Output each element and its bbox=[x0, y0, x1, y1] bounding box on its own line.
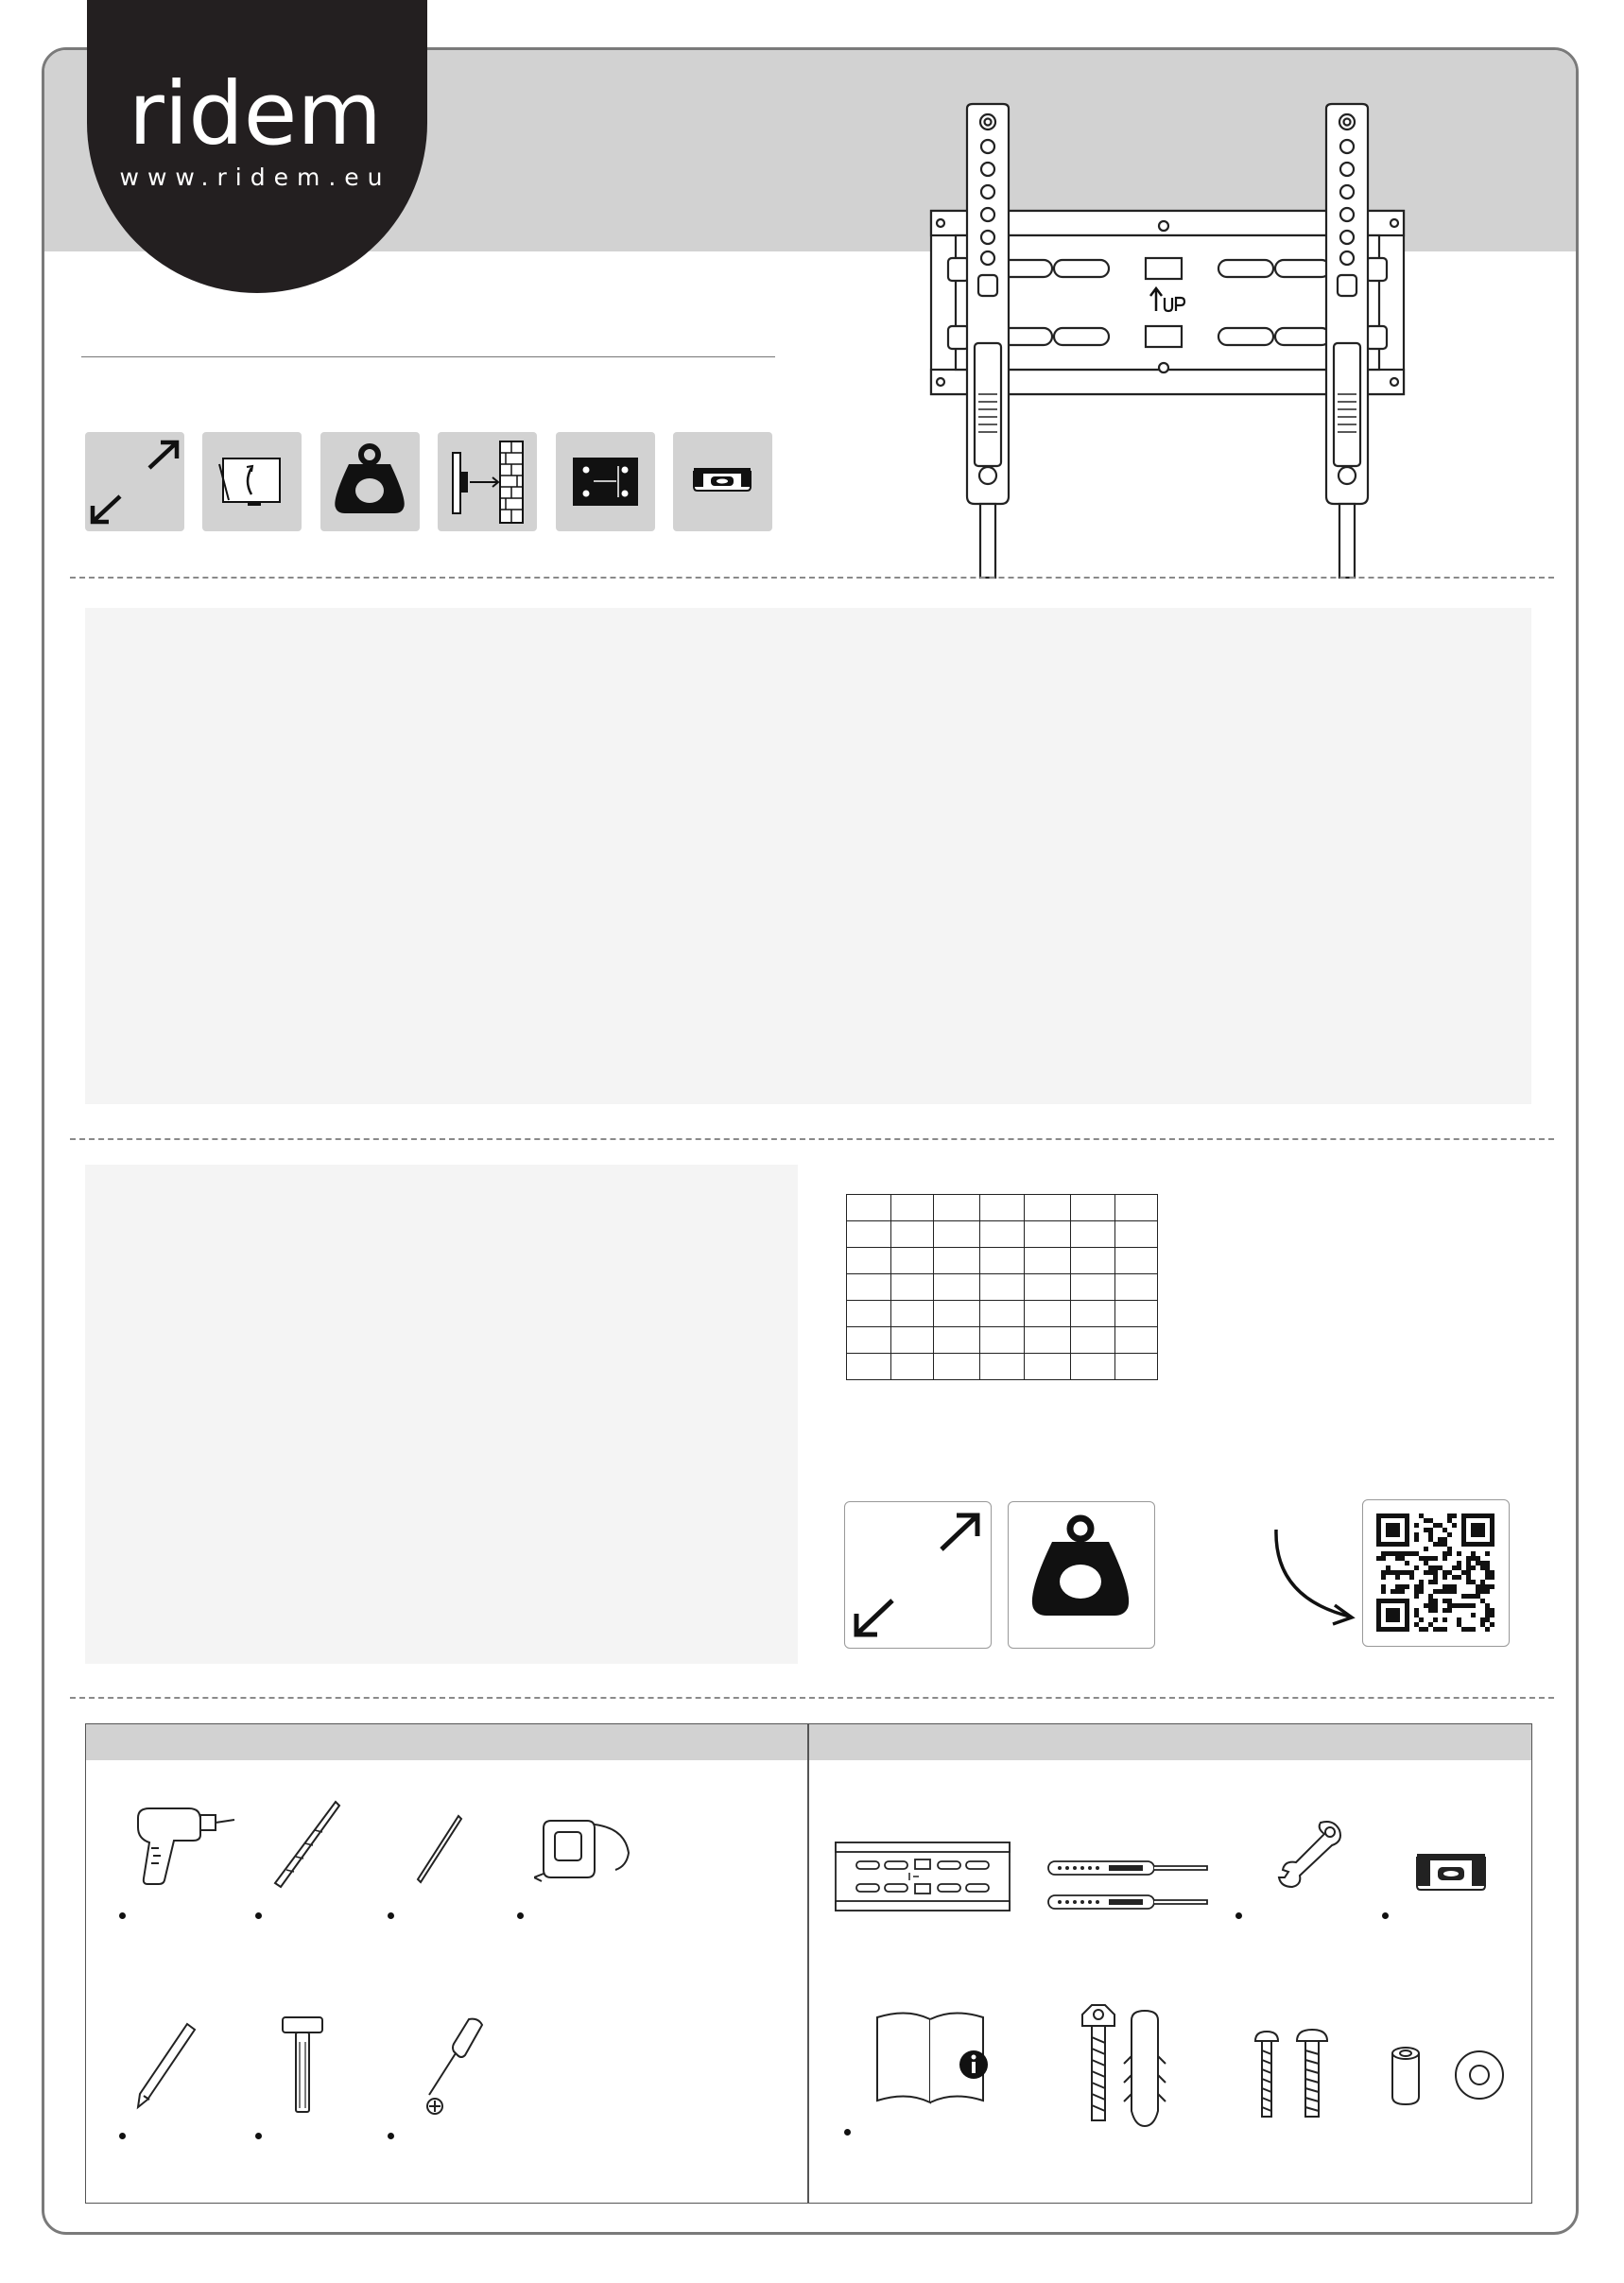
spec-table-cell bbox=[980, 1354, 1025, 1380]
spec-table-row bbox=[847, 1195, 1158, 1221]
spec-table bbox=[846, 1194, 1158, 1380]
spec-table-cell bbox=[980, 1327, 1025, 1354]
spec-table-cell bbox=[1025, 1195, 1071, 1221]
spec-table-cell bbox=[847, 1221, 891, 1248]
title-rule bbox=[81, 356, 775, 357]
spec-table-cell bbox=[1025, 1274, 1071, 1301]
brand-website: www.ridem.eu bbox=[119, 164, 391, 191]
bullet bbox=[255, 1912, 262, 1919]
diagonal-size-icon bbox=[85, 432, 184, 531]
spec-table-row bbox=[847, 1274, 1158, 1301]
spec-table-cell bbox=[891, 1327, 934, 1354]
warning-panel bbox=[85, 1165, 798, 1664]
drill-icon bbox=[132, 1801, 236, 1886]
section-divider bbox=[70, 1697, 1554, 1699]
spec-table-row bbox=[847, 1327, 1158, 1354]
bullet bbox=[119, 2133, 126, 2139]
hammer-icon bbox=[279, 2014, 326, 2118]
parts-section-header bbox=[809, 1724, 1531, 1760]
spec-table-cell bbox=[980, 1274, 1025, 1301]
vertical-arms-icon bbox=[1045, 1858, 1213, 1916]
spec-table-cell bbox=[847, 1354, 891, 1380]
bullet bbox=[255, 2133, 262, 2139]
bullet bbox=[1382, 1912, 1389, 1919]
spirit-level-icon bbox=[1413, 1848, 1489, 1895]
spec-table-cell bbox=[891, 1248, 934, 1274]
diagonal-size-icon bbox=[844, 1501, 992, 1649]
spec-table-cell bbox=[1115, 1301, 1158, 1327]
spec-table-cell bbox=[1071, 1327, 1115, 1354]
section-divider bbox=[70, 1138, 1554, 1140]
spec-table-row bbox=[847, 1301, 1158, 1327]
wall-plate-icon bbox=[832, 1839, 1013, 1914]
spec-table-cell bbox=[891, 1354, 934, 1380]
spec-table-cell bbox=[847, 1274, 891, 1301]
description-panel bbox=[85, 608, 1531, 1104]
spec-table-cell bbox=[891, 1301, 934, 1327]
bullet bbox=[119, 1912, 126, 1919]
section-divider bbox=[70, 577, 1554, 579]
spec-table-cell bbox=[891, 1221, 934, 1248]
spec-table-cell bbox=[934, 1221, 980, 1248]
spec-table-cell bbox=[980, 1248, 1025, 1274]
spec-table-cell bbox=[1115, 1327, 1158, 1354]
spec-table-cell bbox=[891, 1274, 934, 1301]
anchor-bolt-icon bbox=[1073, 1999, 1177, 2132]
spec-table-cell bbox=[1071, 1354, 1115, 1380]
spec-table-cell bbox=[1071, 1195, 1115, 1221]
spec-table-cell bbox=[1071, 1274, 1115, 1301]
brand-name: ridem bbox=[128, 63, 383, 164]
spirit-level-icon bbox=[673, 432, 772, 531]
weight-icon bbox=[320, 432, 420, 531]
bullet bbox=[388, 2133, 394, 2139]
bullet bbox=[844, 2129, 851, 2136]
spec-table-cell bbox=[1071, 1301, 1115, 1327]
spec-table-cell bbox=[1115, 1195, 1158, 1221]
vesa-pattern-icon bbox=[556, 432, 655, 531]
manual-icon bbox=[870, 2004, 993, 2108]
section-divider-vertical bbox=[807, 1724, 809, 2203]
spec-table-cell bbox=[891, 1195, 934, 1221]
spec-table-cell bbox=[1115, 1354, 1158, 1380]
spec-table-cell bbox=[980, 1301, 1025, 1327]
spec-table-row bbox=[847, 1248, 1158, 1274]
qr-code[interactable] bbox=[1362, 1499, 1510, 1647]
spec-table-row bbox=[847, 1354, 1158, 1380]
spec-table-cell bbox=[1115, 1274, 1158, 1301]
spec-table-cell bbox=[934, 1195, 980, 1221]
spec-table-cell bbox=[1115, 1221, 1158, 1248]
spec-table-cell bbox=[934, 1274, 980, 1301]
pencil-icon bbox=[132, 2018, 199, 2113]
tools-section-header bbox=[86, 1724, 807, 1760]
spec-table-cell bbox=[1115, 1248, 1158, 1274]
spec-table-cell bbox=[1025, 1221, 1071, 1248]
spec-table-cell bbox=[934, 1301, 980, 1327]
tv-screws-icon bbox=[1248, 2028, 1333, 2122]
tape-measure-icon bbox=[534, 1815, 638, 1891]
spec-table-cell bbox=[847, 1248, 891, 1274]
curved-arrow-icon bbox=[1267, 1522, 1361, 1626]
spec-table-cell bbox=[1071, 1248, 1115, 1274]
thin-drill-bit-icon bbox=[411, 1810, 468, 1886]
bullet bbox=[1235, 1912, 1242, 1919]
tilt-icon bbox=[202, 432, 302, 531]
spec-table-cell bbox=[980, 1221, 1025, 1248]
spec-table-cell bbox=[1025, 1301, 1071, 1327]
spec-table-cell bbox=[934, 1248, 980, 1274]
spec-table-cell bbox=[934, 1327, 980, 1354]
wrench-icon bbox=[1271, 1815, 1347, 1891]
spec-table-row bbox=[847, 1221, 1158, 1248]
screwdriver-icon bbox=[416, 2014, 492, 2118]
spec-table-cell bbox=[1071, 1221, 1115, 1248]
spacer-washer-icon bbox=[1385, 2042, 1512, 2108]
weight-icon bbox=[1008, 1501, 1155, 1649]
wall-distance-icon bbox=[438, 432, 537, 531]
bullet bbox=[388, 1912, 394, 1919]
spec-table-cell bbox=[1025, 1354, 1071, 1380]
mount-illustration bbox=[922, 99, 1413, 581]
spec-table-cell bbox=[847, 1301, 891, 1327]
spec-table-cell bbox=[934, 1354, 980, 1380]
spec-table-cell bbox=[1025, 1327, 1071, 1354]
drill-bit-icon bbox=[269, 1796, 345, 1891]
bullet bbox=[517, 1912, 524, 1919]
spec-table-cell bbox=[847, 1195, 891, 1221]
spec-table-cell bbox=[1025, 1248, 1071, 1274]
brand-logo bbox=[87, 0, 427, 295]
spec-table-cell bbox=[847, 1327, 891, 1354]
spec-table-cell bbox=[980, 1195, 1025, 1221]
